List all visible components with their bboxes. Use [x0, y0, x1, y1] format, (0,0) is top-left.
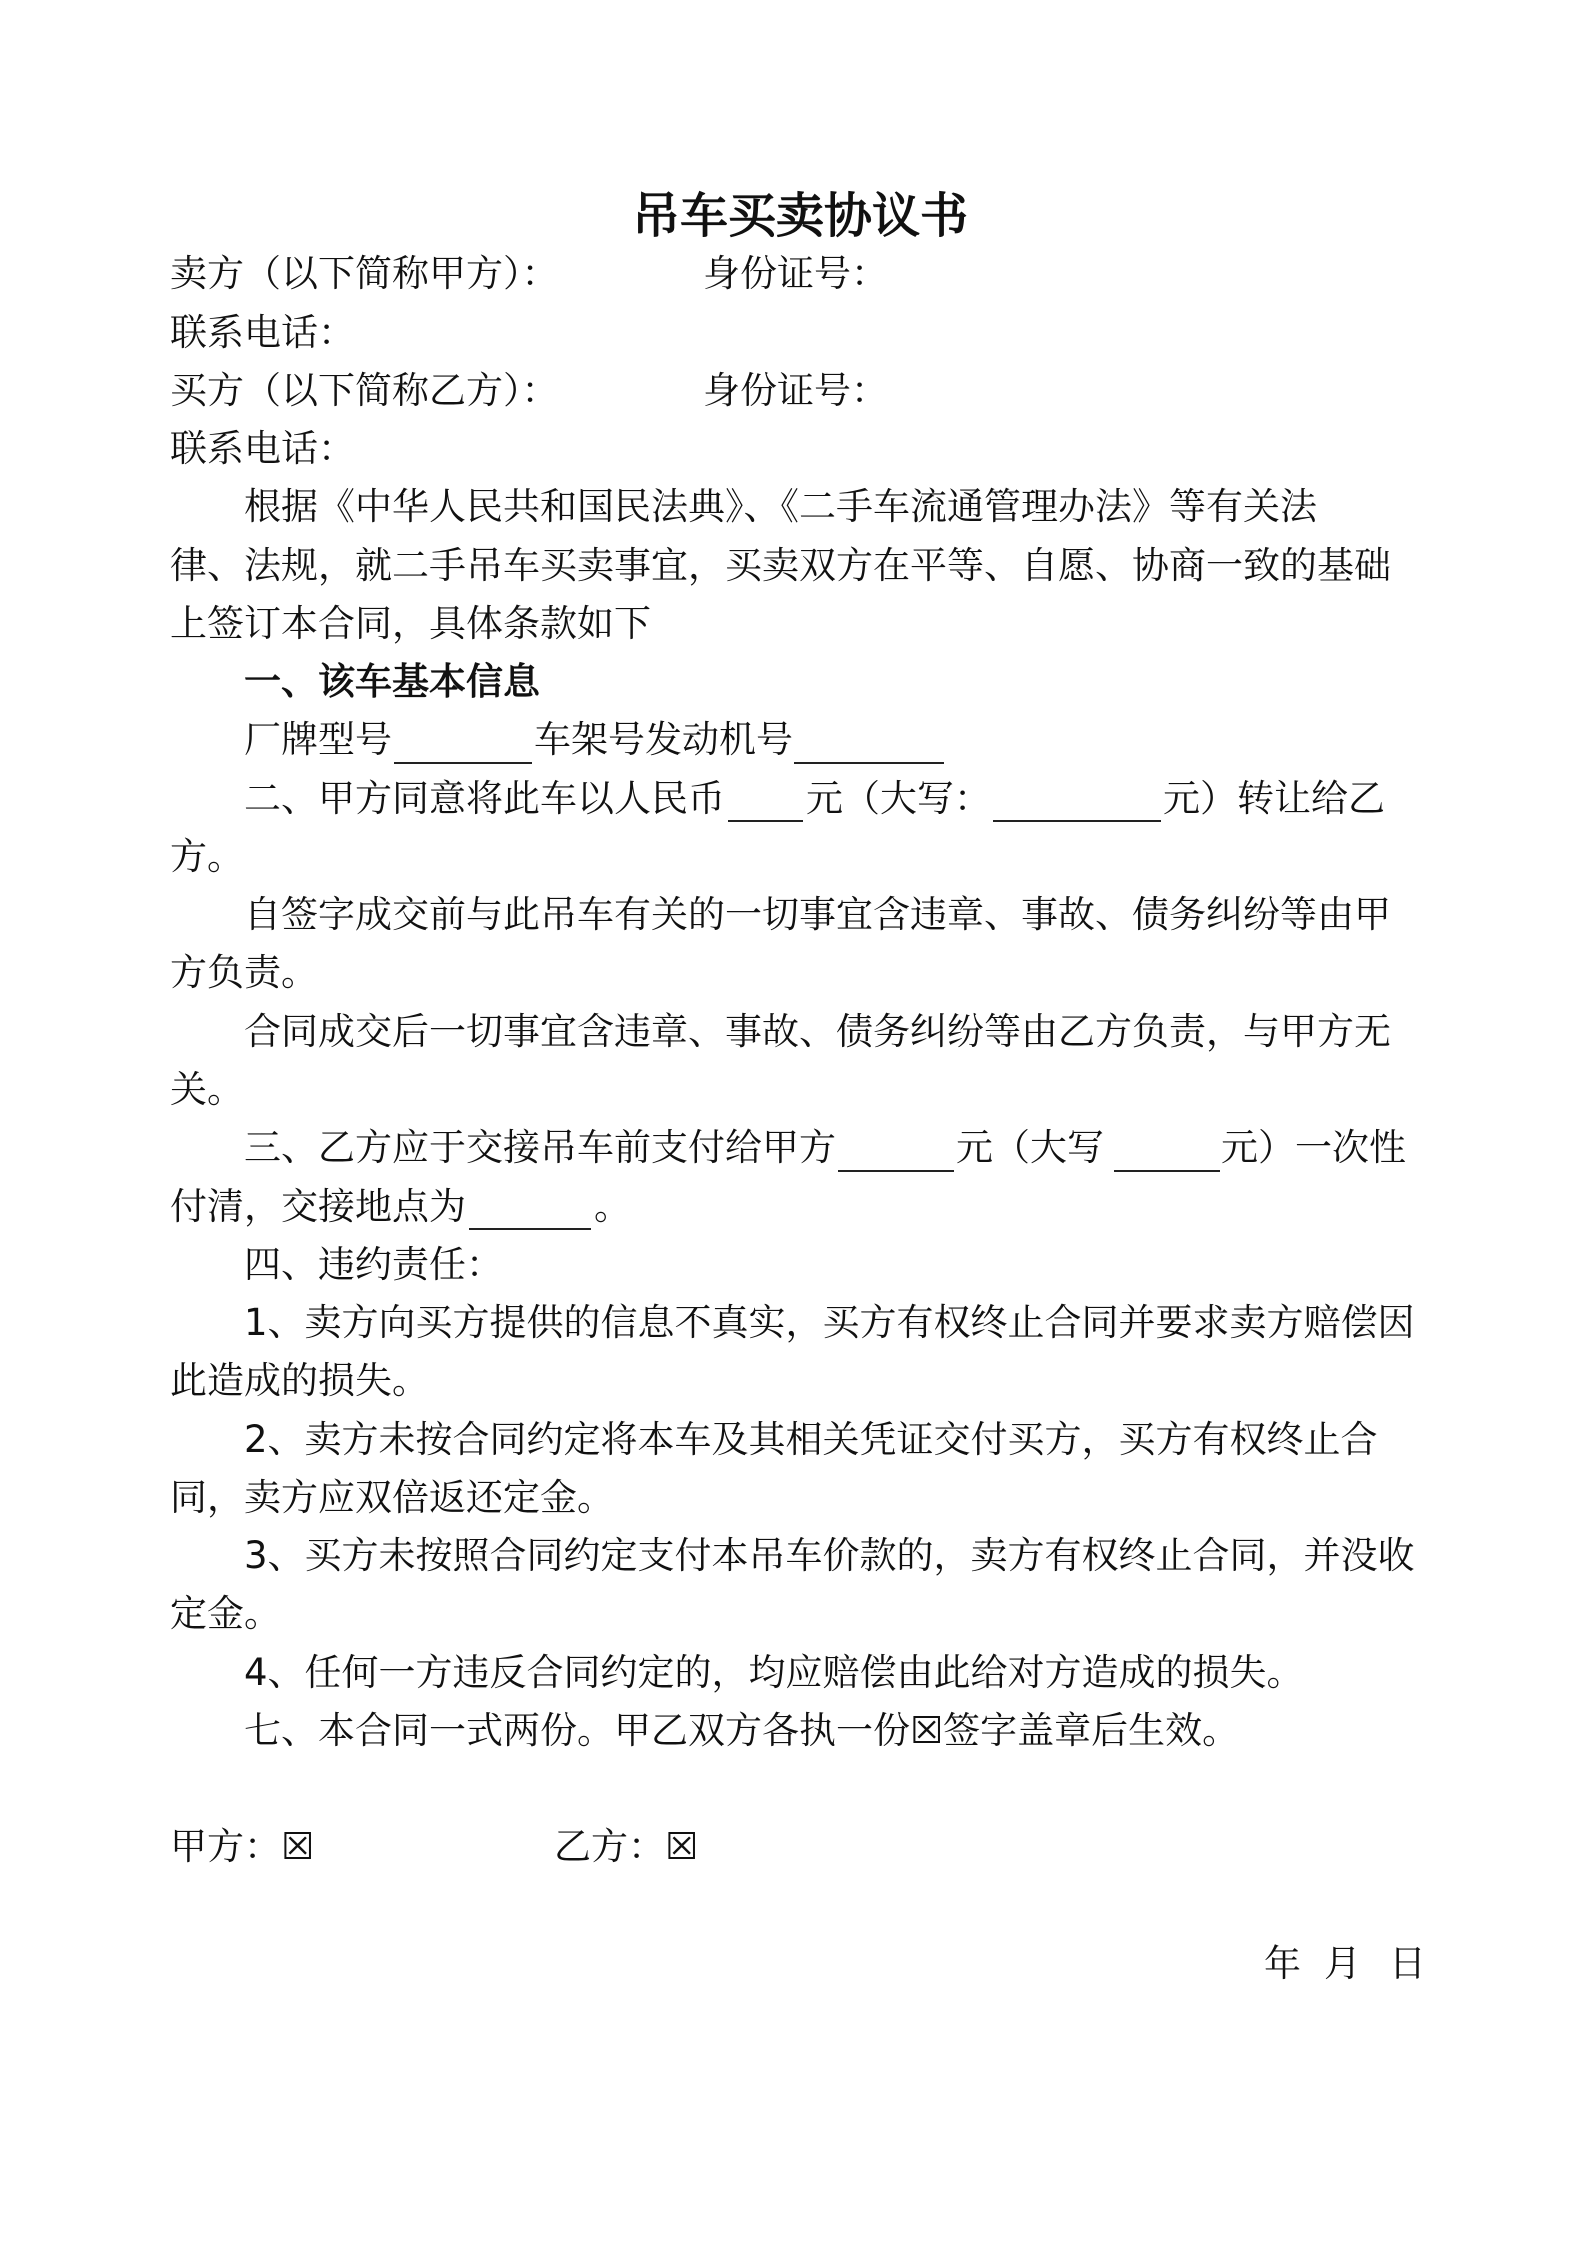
payment-blank [838, 1133, 954, 1172]
vehicle-info-row [170, 711, 1586, 769]
location-prefix: 付清，交接地点为 [170, 1184, 466, 1228]
breach-item-line: 3、买方未按照合同约定支付本吊车价款的，卖方有权终止合同，并没收 [244, 1534, 1415, 1578]
section-1-heading: 一、该车基本信息 [244, 660, 540, 704]
breach-item-line: 同，卖方应双倍返还定金。 [170, 1475, 614, 1519]
preamble-line: 上签订本合同，具体条款如下 [170, 601, 651, 645]
liability-after-line: 关。 [170, 1067, 244, 1111]
seller-id-label: 身份证号： [703, 252, 888, 296]
party-b-signature: 乙方：☒ [554, 1825, 699, 1869]
buyer-phone-label: 联系电话： [170, 427, 355, 471]
seller-phone-label: 联系电话： [170, 310, 355, 354]
buyer-label: 买方（以下简称乙方）： [170, 368, 559, 412]
payment-uppercase-prefix: 元（大写 [956, 1126, 1104, 1170]
seller-label: 卖方（以下简称甲方）： [170, 252, 559, 296]
price-blank [728, 783, 803, 822]
date-row [170, 1935, 1586, 1993]
uppercase-price-blank [993, 783, 1161, 822]
payment-uppercase-blank [1114, 1133, 1220, 1172]
uppercase-prefix: 元（大写： [806, 776, 991, 820]
breach-item-line: 1、卖方向买方提供的信息不真实，买方有权终止合同并要求卖方赔偿因 [244, 1301, 1415, 1345]
frame-engine-blank [794, 725, 944, 764]
buyer-row [170, 362, 1586, 420]
date-day-label: 日 [1389, 1941, 1426, 1985]
liability-before-line: 方负责。 [170, 951, 318, 995]
section-7-line: 七、本合同一式两份。甲乙双方各执一份☒签字盖章后生效。 [244, 1708, 1240, 1752]
preamble-line: 根据《中华人民共和国民法典》、《二手车流通管理办法》等有关法 [244, 485, 1317, 529]
transfer-suffix: 元）转让给乙 [1163, 776, 1385, 820]
section-3-row [170, 1119, 1586, 1177]
liability-before-line: 自签字成交前与此吊车有关的一切事宜含违章、事故、债务纠纷等由甲 [244, 893, 1391, 937]
seller-row [170, 245, 1586, 303]
document-title: 吊车买卖协议书 [631, 188, 968, 244]
breach-item-line: 此造成的损失。 [170, 1359, 429, 1403]
brand-model-label: 厂牌型号 [244, 718, 392, 762]
brand-model-blank [394, 725, 532, 764]
spacer [170, 1760, 1586, 1818]
date-year-label: 年 [1264, 1941, 1301, 1985]
preamble-line: 律、法规，就二手吊车买卖事宜，买卖双方在平等、自愿、协商一致的基础 [170, 543, 1391, 587]
section-2-continuation: 方。 [170, 834, 244, 878]
spacer [170, 1877, 1586, 1935]
buyer-id-label: 身份证号： [703, 368, 888, 412]
breach-item-line: 定金。 [170, 1592, 281, 1636]
one-time-suffix: 元）一次性 [1221, 1126, 1406, 1170]
payment-prefix: 三、乙方应于交接吊车前支付给甲方 [244, 1126, 836, 1170]
price-prefix: 二、甲方同意将此车以人民币 [244, 776, 725, 820]
location-blank [469, 1191, 591, 1230]
breach-item-line: 4、任何一方违反合同约定的，均应赔偿由此给对方造成的损失。 [244, 1650, 1304, 1694]
section-4-heading: 四、违约责任： [244, 1242, 503, 1286]
liability-after-line: 合同成交后一切事宜含违章、事故、债务纠纷等由乙方负责，与甲方无 [244, 1009, 1391, 1053]
breach-item-line: 2、卖方未按合同约定将本车及其相关凭证交付买方，买方有权终止合 [244, 1417, 1378, 1461]
party-a-signature: 甲方：☒ [170, 1825, 315, 1869]
handover-row [170, 1178, 1586, 1236]
signature-row [170, 1818, 1586, 1876]
location-suffix: 。 [594, 1184, 631, 1228]
date-month-label: 月 [1324, 1941, 1361, 1985]
section-2-row [170, 770, 1586, 828]
frame-engine-label: 车架号发动机号 [534, 718, 793, 762]
